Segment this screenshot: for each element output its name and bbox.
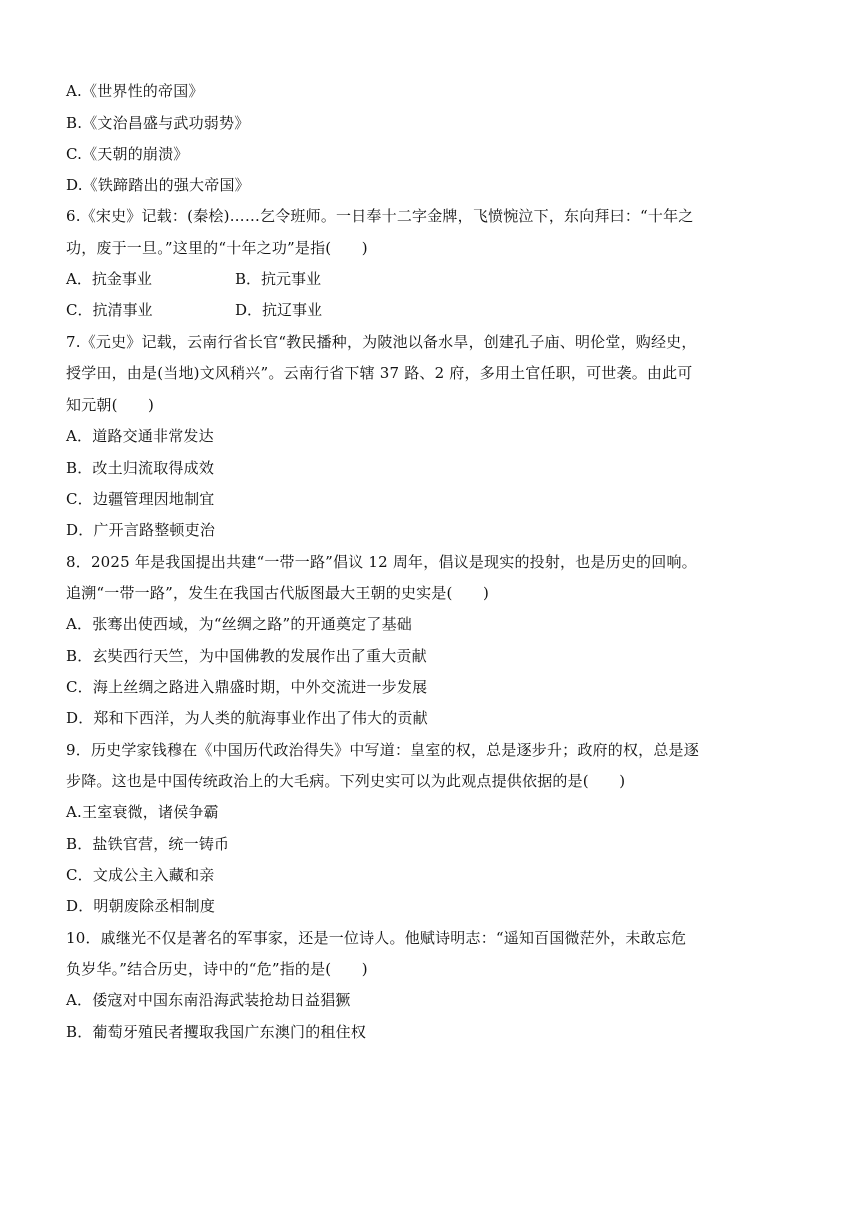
q7-option-c: C．边疆管理因地制宜 bbox=[66, 490, 215, 508]
q5-option-c: C.《天朝的崩溃》 bbox=[66, 145, 189, 163]
q7-stem-line-1: 7.《元史》记载，云南行省长官“教民播种，为陂池以备水旱，创建孔子庙、明伦堂，购经史， bbox=[66, 333, 697, 351]
q7-option-a: A．道路交通非常发达 bbox=[66, 427, 214, 445]
q5-option-d: D.《铁蹄踏出的强大帝国》 bbox=[66, 176, 250, 194]
q6-option-d: D．抗辽事业 bbox=[235, 301, 323, 319]
q6-option-b: B．抗元事业 bbox=[235, 270, 322, 288]
q5-option-a: A.《世界性的帝国》 bbox=[66, 82, 204, 100]
q6-options-row-2 bbox=[66, 300, 323, 320]
q9-option-b: B．盐铁官营，统一铸币 bbox=[66, 835, 230, 853]
q6-option-c: C．抗清事业 bbox=[66, 301, 153, 319]
q6-stem-line-2: 功，废于一旦。”这里的“十年之功”是指( ) bbox=[66, 239, 368, 257]
q8-stem-line-2: 追溯“一带一路”，发生在我国古代版图最大王朝的史实是( ) bbox=[66, 584, 490, 602]
q8-stem-line-1: 8．2025 年是我国提出共建“一带一路”倡议 12 周年，倡议是现实的投射，也是历史的回响。 bbox=[66, 553, 697, 571]
q10-option-a: A．倭寇对中国东南沿海武装抢劫日益猖獗 bbox=[66, 991, 351, 1009]
q9-option-c: C．文成公主入藏和亲 bbox=[66, 866, 215, 884]
q7-stem-line-3: 知元朝( ) bbox=[66, 396, 155, 414]
q6-options-row-1 bbox=[66, 269, 322, 289]
q9-option-a: A.王室衰微，诸侯争霸 bbox=[66, 803, 219, 821]
q10-stem-line-2: 负岁华。”结合历史，诗中的“危”指的是( ) bbox=[66, 960, 368, 978]
q8-option-d: D．郑和下西洋，为人类的航海事业作出了伟大的贡献 bbox=[66, 709, 428, 727]
q6-option-a: A．抗金事业 bbox=[66, 270, 152, 288]
q9-stem-line-2: 步降。这也是中国传统政治上的大毛病。下列史实可以为此观点提供依据的是( ) bbox=[66, 772, 626, 790]
q9-stem-line-1: 9．历史学家钱穆在《中国历代政治得失》中写道：皇室的权，总是逐步升；政府的权，总是逐 bbox=[66, 741, 699, 759]
q7-option-b: B．改土归流取得成效 bbox=[66, 459, 215, 477]
q6-stem-line-1: 6.《宋史》记载：(秦桧)……乞令班师。一日奉十二字金牌，飞愤惋泣下，东向拜曰：“十年之 bbox=[66, 207, 694, 225]
q7-option-d: D．广开言路整顿吏治 bbox=[66, 521, 216, 539]
q8-option-b: B．玄奘西行天竺，为中国佛教的发展作出了重大贡献 bbox=[66, 647, 427, 665]
q8-option-c: C．海上丝绸之路进入鼎盛时期，中外交流进一步发展 bbox=[66, 678, 428, 696]
q5-option-b: B.《文治昌盛与武功弱势》 bbox=[66, 114, 250, 132]
q9-option-d: D．明朝废除丞相制度 bbox=[66, 897, 216, 915]
q10-stem-line-1: 10．戚继光不仅是著名的军事家，还是一位诗人。他赋诗明志：“遥知百国微茫外，未敢忘危 bbox=[66, 929, 687, 947]
q7-stem-line-2: 授学田，由是(当地)文风稍兴”。云南行省下辖 37 路、2 府，多用土官任职，可世袭。由此可 bbox=[66, 364, 693, 382]
q8-option-a: A．张骞出使西域，为“丝绸之路”的开通奠定了基础 bbox=[66, 615, 412, 633]
q10-option-b: B．葡萄牙殖民者攫取我国广东澳门的租住权 bbox=[66, 1023, 367, 1041]
